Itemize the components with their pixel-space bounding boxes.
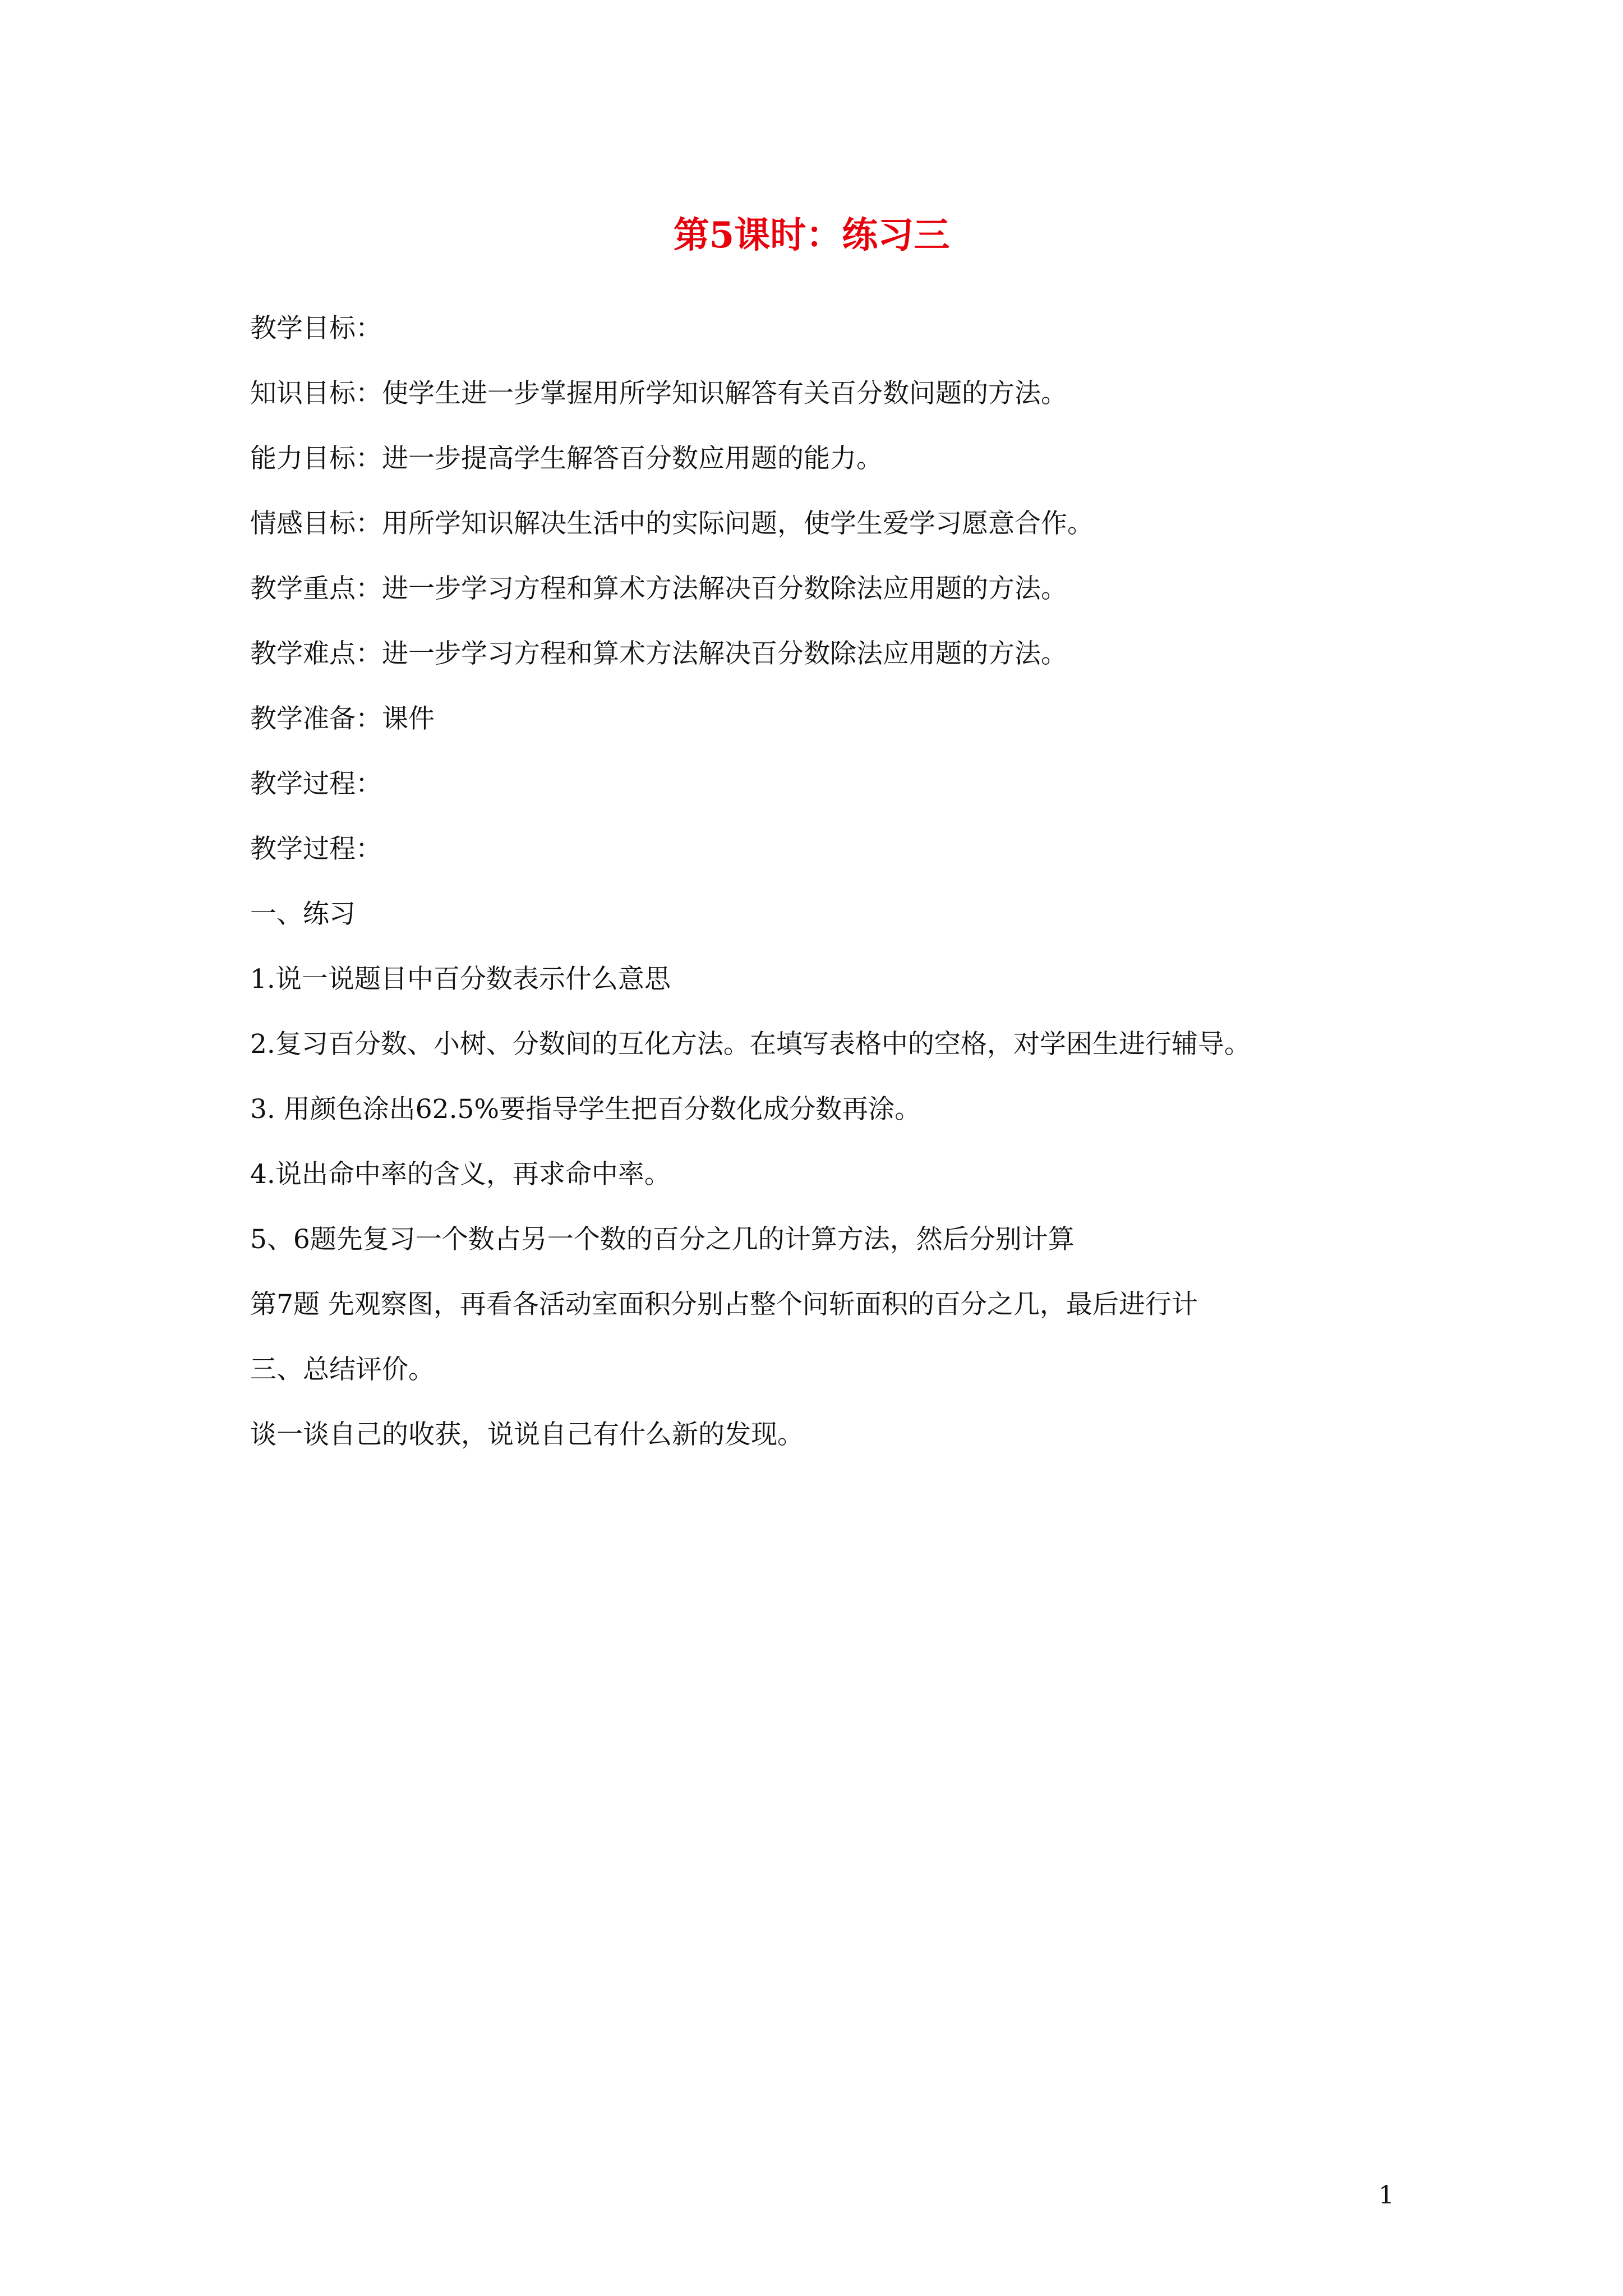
section-practice-heading: 一、练习 [250, 899, 356, 930]
paragraph-process-heading-repeat: 教学过程： [250, 834, 382, 864]
paragraph-knowledge-goal: 知识目标：使学生进一步掌握用所学知识解答有关百分数问题的方法。 [250, 378, 1067, 409]
document-body [250, 296, 1400, 1467]
paragraph-ability-goal: 能力目标：进一步提高学生解答百分数应用题的能力。 [250, 443, 883, 474]
practice-item-7: 第7题 先观察图，再看各活动室面积分别占整个问斩面积的百分之几，最后进行计 [250, 1289, 1198, 1320]
document-title: 第5课时：练习三 [673, 214, 950, 256]
summary-text: 谈一谈自己的收获，说说自己有什么新的发现。 [250, 1419, 804, 1450]
practice-item-5-6: 5、6题先复习一个数占另一个数的百分之几的计算方法，然后分别计算 [250, 1224, 1075, 1255]
paragraph-teaching-goals: 教学目标： [250, 313, 382, 344]
paragraph-emotion-goal: 情感目标：用所学知识解决生活中的实际问题，使学生爱学习愿意合作。 [250, 508, 1094, 539]
practice-item-4: 4.说出命中率的含义，再求命中率。 [250, 1159, 671, 1190]
section-summary-heading: 三、总结评价。 [250, 1354, 435, 1385]
practice-item-1: 1.说一说题目中百分数表示什么意思 [250, 964, 671, 995]
practice-item-2: 2.复习百分数、小树、分数间的互化方法。在填写表格中的空格，对学困生进行辅导。 [250, 1029, 1251, 1060]
paragraph-difficult-point: 教学难点：进一步学习方程和算术方法解决百分数除法应用题的方法。 [250, 638, 1067, 669]
paragraph-key-point: 教学重点：进一步学习方程和算术方法解决百分数除法应用题的方法。 [250, 573, 1067, 604]
page-number: 1 [1378, 2181, 1394, 2210]
practice-item-3: 3. 用颜色涂出62.5%要指导学生把百分数化成分数再涂。 [250, 1094, 921, 1125]
paragraph-preparation: 教学准备：课件 [250, 703, 435, 734]
paragraph-process-heading: 教学过程： [250, 769, 382, 799]
